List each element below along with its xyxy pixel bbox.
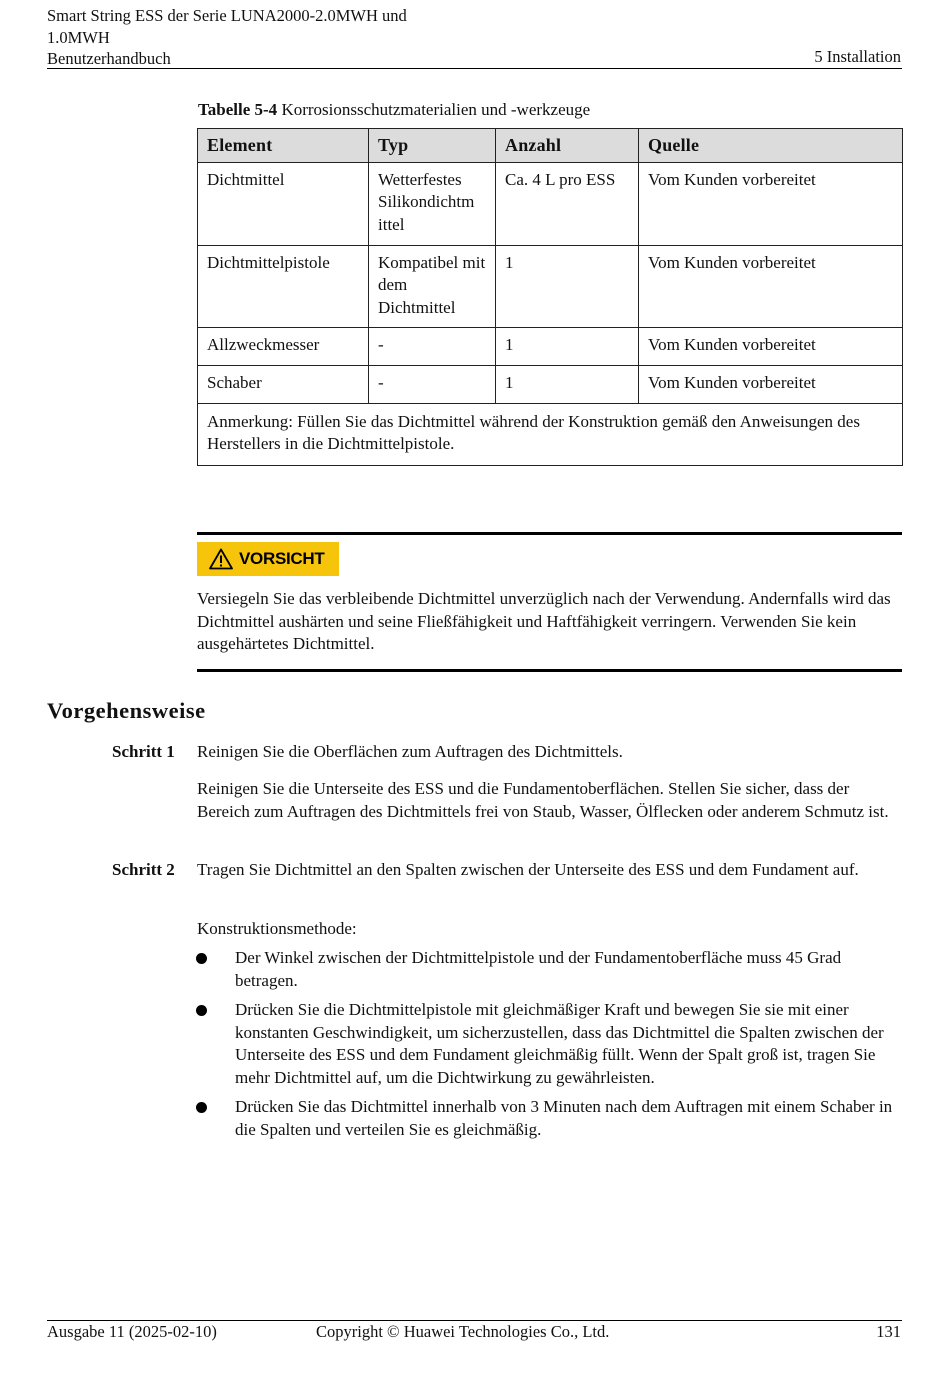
column-header-type: Typ	[369, 129, 496, 163]
table-row	[198, 327, 903, 365]
table-note: Anmerkung: Füllen Sie das Dichtmittel während der Konstruktion gemäß den Anweisungen des Herstellers in die Dichtmittelpistole.	[198, 403, 903, 465]
document-title-line1: Smart String ESS der Serie LUNA2000-2.0MWH und	[47, 6, 407, 25]
list-item: Drücken Sie das Dichtmittel innerhalb von 3 Minuten nach dem Auftragen mit einem Schaber in die Spalten und verteilen Sie es gleichmäßig.	[235, 1097, 893, 1139]
table-header-row	[198, 129, 903, 163]
table-cell: Dichtmittel	[198, 162, 369, 245]
bullet-icon	[196, 1102, 208, 1114]
table-cell: Wetterfestes Silikondichtm ittel	[369, 162, 496, 245]
table-cell: Ca. 4 L pro ESS	[496, 162, 639, 245]
document-subtitle: Benutzerhandbuch	[47, 49, 171, 68]
column-header-quantity: Anzahl	[496, 129, 639, 163]
bullet-icon	[196, 953, 208, 965]
page-number: 131	[876, 1322, 901, 1341]
table-caption	[198, 99, 590, 122]
table-cell: Schaber	[198, 365, 369, 403]
table-cell: -	[369, 327, 496, 365]
column-header-element: Element	[198, 129, 369, 163]
step-1-title: Reinigen Sie die Oberflächen zum Auftragen des Dichtmittels.	[197, 742, 623, 761]
materials-table	[197, 128, 903, 466]
document-title-line2: 1.0MWH	[47, 27, 110, 47]
edition-label: Ausgabe 11 (2025-02-10)	[47, 1322, 217, 1341]
table-row	[198, 162, 903, 245]
document-title	[47, 5, 487, 70]
table-cell: -	[369, 365, 496, 403]
chapter-label: 5 Installation	[814, 47, 901, 66]
table-cell: Vom Kunden vorbereitet	[639, 162, 903, 245]
table-row	[198, 245, 903, 327]
caution-top-rule	[197, 532, 902, 535]
list-item: Der Winkel zwischen der Dichtmittelpistole und der Fundamentoberfläche muss 45 Grad betragen.	[235, 948, 842, 990]
table-cell: Vom Kunden vorbereitet	[639, 327, 903, 365]
list-item: Drücken Sie die Dichtmittelpistole mit gleichmäßiger Kraft und bewegen Sie sie mit einer konstanten Geschwindigkeit, um sicherzustellen, dass das Dichtmittel die Spalten zwischen der Unterseite des ESS und dem Fundament gleichmäßig füllt. Wenn der Spalt groß ist, tragen Sie mehr Dichtmittel auf, um die Dichtwirkung zu gewährleisten.	[235, 1000, 884, 1087]
caution-text: Versiegeln Sie das verbleibende Dichtmittel unverzüglich nach der Verwendung. Andernfalls wird das Dichtmittel aushärten und seine Fließfähigkeit und Haftfähigkeit verringern. Verwenden Sie kein ausgehärtetes Dichtmittel.	[197, 589, 891, 653]
column-header-source: Quelle	[639, 129, 903, 163]
header-divider	[47, 68, 902, 69]
caution-label: VORSICHT	[239, 548, 325, 568]
step-2-detail: Konstruktionsmethode:	[197, 919, 357, 938]
step-1-detail: Reinigen Sie die Unterseite des ESS und die Fundamentoberflächen. Stellen Sie sicher, dass der Bereich zum Auftragen des Dichtmittels frei von Staub, Wasser, Ölflecken oder anderem Schmutz ist.	[197, 779, 889, 821]
table-caption-text: Korrosionsschutzmaterialien und -werkzeuge	[277, 100, 591, 119]
bullet-icon	[196, 1005, 208, 1017]
table-cell: Dichtmittelpistole	[198, 245, 369, 327]
table-cell: Allzweckmesser	[198, 327, 369, 365]
section-title: Vorgehensweise	[47, 698, 206, 723]
caution-badge	[197, 542, 339, 576]
step-2-label: Schritt 2	[112, 860, 175, 879]
step-1-label: Schritt 1	[112, 742, 175, 761]
table-note-row	[198, 403, 903, 465]
table-cell: Vom Kunden vorbereitet	[639, 245, 903, 327]
step-2-title: Tragen Sie Dichtmittel an den Spalten zwischen der Unterseite des ESS und dem Fundament auf.	[197, 860, 859, 879]
table-row	[198, 365, 903, 403]
copyright-label: Copyright © Huawei Technologies Co., Ltd.	[316, 1322, 610, 1341]
table-cell: 1	[496, 365, 639, 403]
table-caption-label: Tabelle 5-4	[198, 100, 278, 119]
table-cell: Kompatibel mit dem Dichtmittel	[369, 245, 496, 327]
caution-bottom-rule	[197, 669, 902, 672]
table-cell: Vom Kunden vorbereitet	[639, 365, 903, 403]
table-cell: 1	[496, 245, 639, 327]
table-cell: 1	[496, 327, 639, 365]
warning-triangle-icon	[209, 548, 233, 570]
